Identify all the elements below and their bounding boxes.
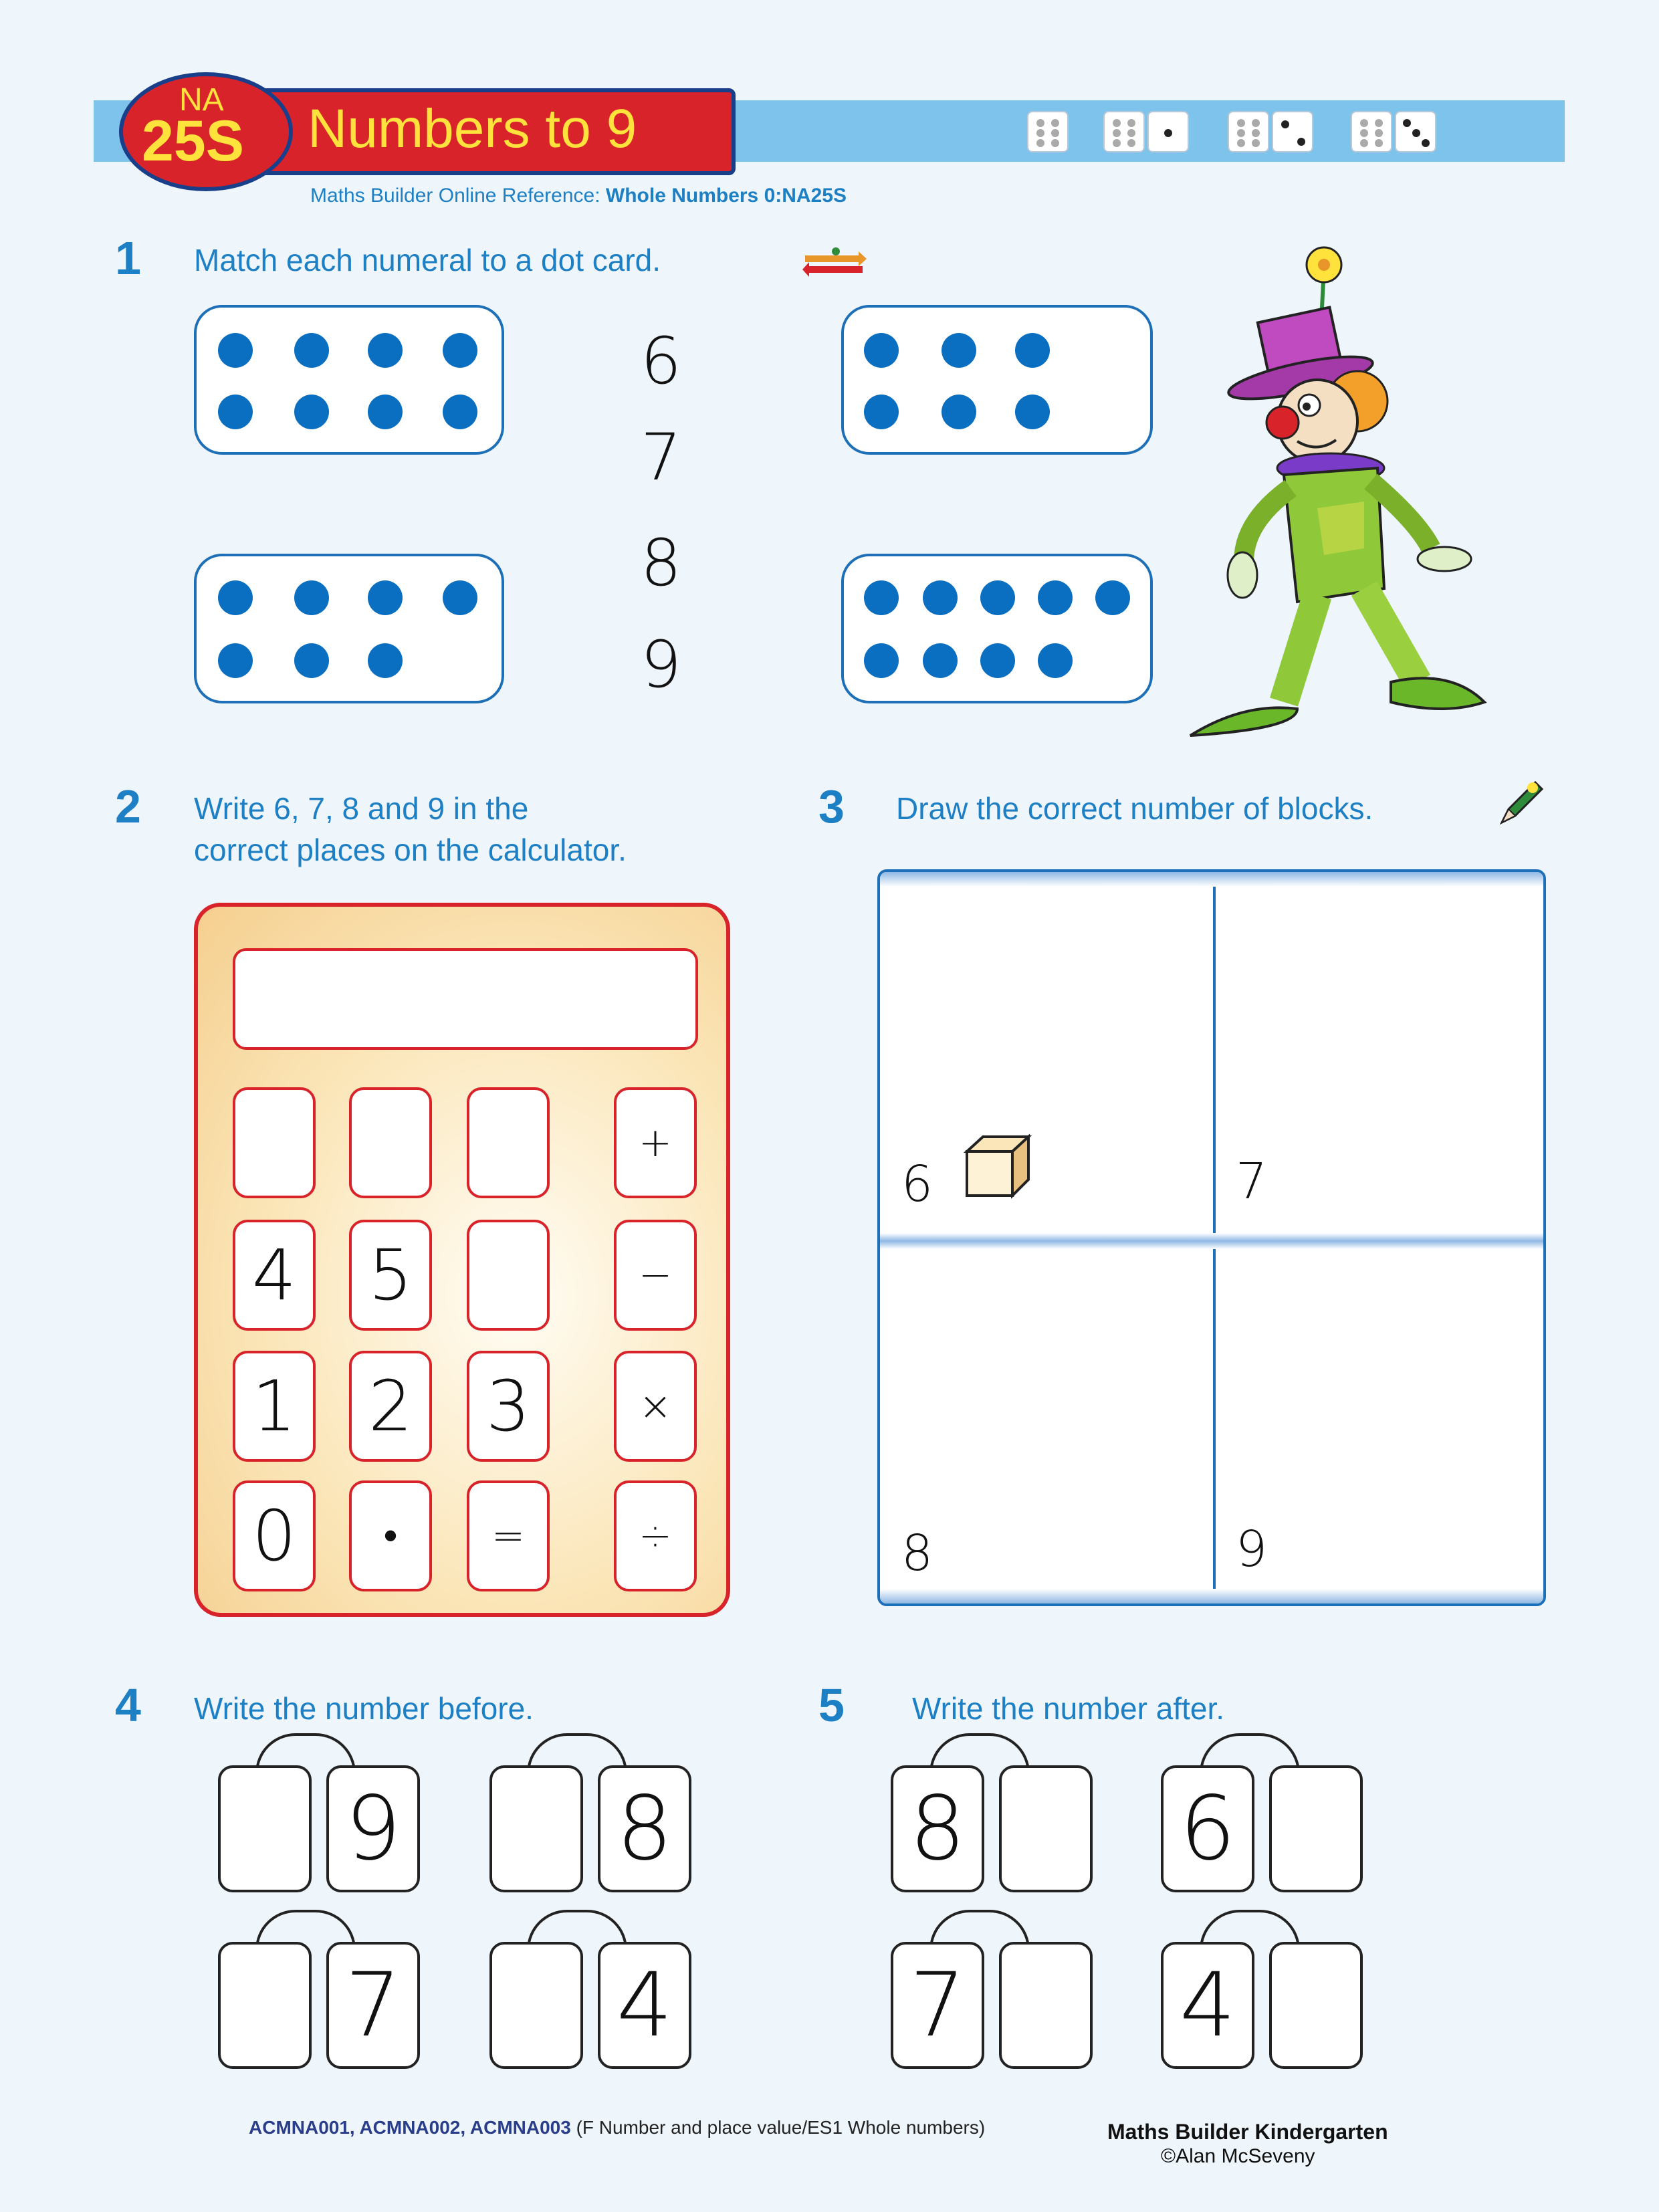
cell-label-6: 6 (901, 1155, 933, 1213)
key-blank-4[interactable] (467, 1220, 550, 1331)
answer-box-before-7[interactable] (218, 1942, 312, 2069)
page-title: Numbers to 9 (308, 98, 637, 159)
q5-instruction: Write the number after. (912, 1691, 1225, 1726)
key-decimal[interactable]: • (349, 1480, 432, 1591)
q1-instruction: Match each numeral to a dot card. (194, 243, 661, 278)
q3-instruction: Draw the correct number of blocks. (896, 791, 1373, 826)
key-multiply[interactable]: × (614, 1351, 697, 1462)
key-4[interactable]: 4 (233, 1220, 316, 1331)
numeral-8[interactable]: 8 (641, 526, 682, 600)
badge-code: 25S (142, 109, 245, 173)
dice-six-icon (1027, 111, 1069, 152)
dot-card-nine[interactable] (841, 554, 1153, 703)
key-3[interactable]: 3 (467, 1351, 550, 1462)
cell-label-9: 9 (1236, 1521, 1268, 1578)
key-blank-3[interactable] (467, 1087, 550, 1198)
key-minus[interactable]: − (614, 1220, 697, 1331)
given-number-box: 7 (891, 1942, 984, 2069)
key-2[interactable]: 2 (349, 1351, 432, 1462)
key-blank-1[interactable] (233, 1087, 316, 1198)
reference-label: Maths Builder Online Reference: (310, 185, 606, 207)
given-number-box: 4 (598, 1942, 691, 2069)
answer-box-before-8[interactable] (489, 1765, 583, 1892)
matching-arrows-icon (802, 246, 867, 282)
online-reference (310, 185, 847, 207)
grid-divider-horizontal (880, 1233, 1543, 1249)
answer-box-before-4[interactable] (489, 1942, 583, 2069)
given-number-box: 8 (891, 1765, 984, 1892)
answer-box-after-8[interactable] (999, 1765, 1093, 1892)
answer-box-after-6[interactable] (1269, 1765, 1363, 1892)
given-number-box: 8 (598, 1765, 691, 1892)
q2-number: 2 (115, 780, 141, 833)
numeral-9[interactable]: 9 (641, 627, 682, 702)
curriculum-code-list: ACMNA001, ACMNA002, ACMNA003 (249, 2117, 571, 2138)
pencil-icon (1495, 776, 1549, 832)
q4-instruction: Write the number before. (194, 1691, 534, 1726)
key-plus[interactable]: + (614, 1087, 697, 1198)
numeral-7[interactable]: 7 (641, 420, 682, 495)
blocks-grid (877, 869, 1546, 1606)
answer-box-after-4[interactable] (1269, 1942, 1363, 2069)
answer-box-before-9[interactable] (218, 1765, 312, 1892)
dice-eight-icon (1228, 111, 1313, 152)
dot-card-eight[interactable] (194, 305, 504, 455)
cube-block-icon (963, 1133, 1032, 1202)
cell-label-7: 7 (1236, 1153, 1268, 1210)
calculator (194, 903, 730, 1617)
key-equals[interactable]: = (467, 1480, 550, 1591)
q2-instruction-line2: correct places on the calculator. (194, 833, 627, 867)
clown-illustration (1164, 241, 1491, 752)
key-0[interactable]: 0 (233, 1480, 316, 1591)
dot-card-seven[interactable] (194, 554, 504, 703)
dice-nine-icon (1351, 111, 1436, 152)
q4-number: 4 (115, 1679, 141, 1731)
key-1[interactable]: 1 (233, 1351, 316, 1462)
key-5[interactable]: 5 (349, 1220, 432, 1331)
badge-strand: NA (179, 82, 224, 118)
q3-number: 3 (818, 780, 845, 833)
q2-instruction-line1: Write 6, 7, 8 and 9 in the (194, 791, 529, 826)
reference-value: Whole Numbers 0:NA25S (605, 185, 847, 207)
dice-seven-icon (1103, 111, 1189, 152)
book-title: Maths Builder Kindergarten (1107, 2120, 1388, 2144)
curriculum-note: (F Number and place value/ES1 Whole numbers) (570, 2117, 986, 2138)
key-divide[interactable]: ÷ (614, 1480, 697, 1591)
given-number-box: 4 (1161, 1942, 1254, 2069)
given-number-box: 9 (326, 1765, 420, 1892)
q5-number: 5 (818, 1679, 845, 1731)
calculator-display[interactable] (233, 948, 698, 1050)
copyright: ©Alan McSeveny (1161, 2145, 1315, 2167)
cell-label-8: 8 (901, 1525, 933, 1582)
numeral-6[interactable]: 6 (641, 324, 682, 399)
key-blank-2[interactable] (349, 1087, 432, 1198)
dot-card-six[interactable] (841, 305, 1153, 455)
answer-box-after-7[interactable] (999, 1942, 1093, 2069)
given-number-box: 7 (326, 1942, 420, 2069)
q1-number: 1 (115, 232, 141, 284)
curriculum-codes (249, 2117, 985, 2138)
given-number-box: 6 (1161, 1765, 1254, 1892)
